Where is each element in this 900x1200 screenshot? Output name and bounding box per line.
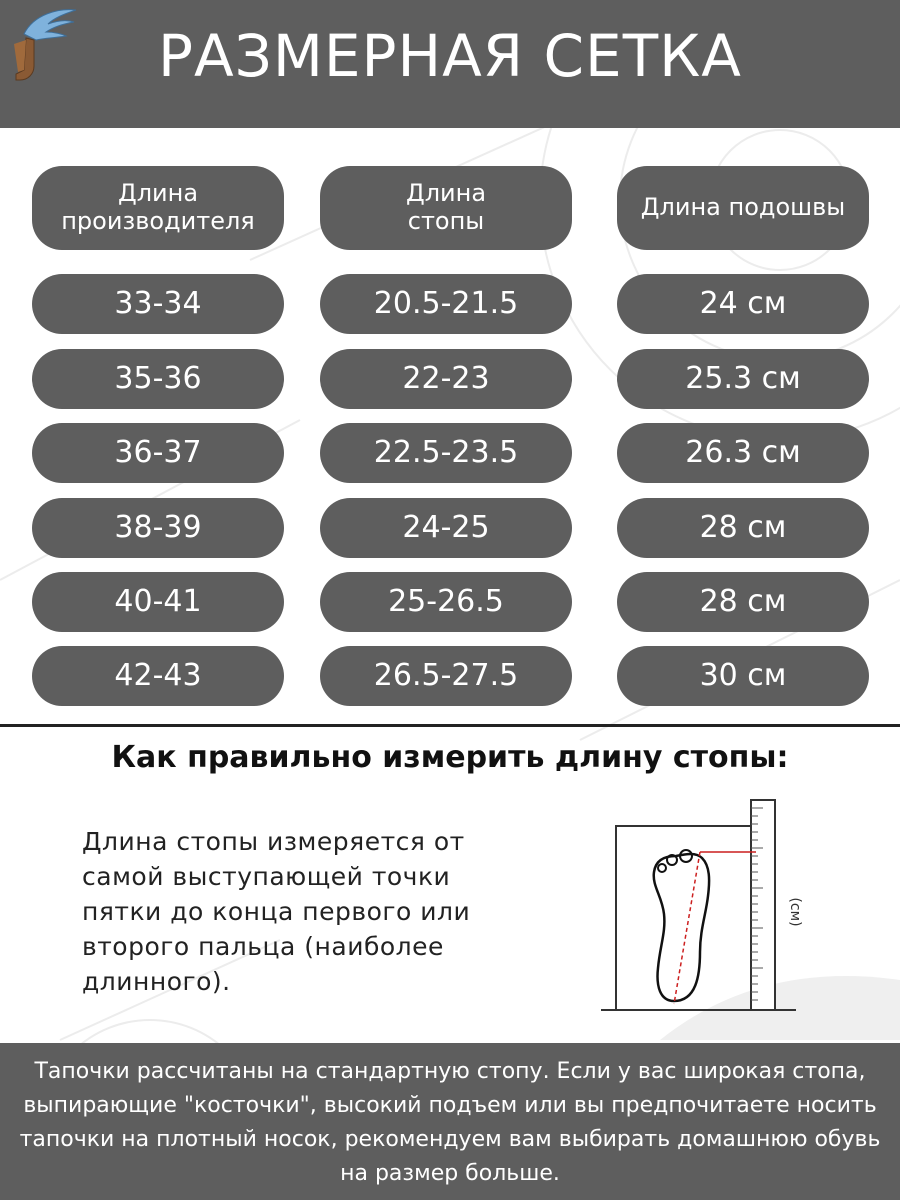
column-header: Длина стопы	[320, 166, 572, 250]
foot-outline-icon	[654, 854, 709, 1001]
size-cell: 40-41	[32, 572, 284, 632]
size-cell: 30 см	[617, 646, 869, 706]
size-cell: 26.3 см	[617, 423, 869, 483]
page-title: РАЗМЕРНАЯ СЕТКА	[158, 22, 742, 90]
column-header: Длина производителя	[32, 166, 284, 250]
size-cell: 25-26.5	[320, 572, 572, 632]
section-divider	[0, 724, 900, 727]
size-cell: 26.5-27.5	[320, 646, 572, 706]
size-cell: 24 см	[617, 274, 869, 334]
size-cell: 22.5-23.5	[320, 423, 572, 483]
foot-measure-diagram	[596, 796, 806, 1026]
size-cell: 38-39	[32, 498, 284, 558]
column-header: Длина подошвы	[617, 166, 869, 250]
size-cell: 28 см	[617, 572, 869, 632]
size-cell: 25.3 см	[617, 349, 869, 409]
footer-note-bar	[0, 1043, 900, 1200]
measure-instructions: Длина стопы измеряется от самой выступающей точки пятки до конца первого или второго пальца (наиболее длинного).	[82, 827, 471, 996]
unit-label: (см)	[787, 897, 803, 927]
toe-icon	[658, 864, 666, 872]
size-cell: 22-23	[320, 349, 572, 409]
footer-note: Тапочки рассчитаны на стандартную стопу. Если у вас широкая стопа, выпирающие "косточки", высокий подъем или вы предпочитаете носить тапочки на плотный носок, рекомендуем вам выбирать домашнюю обувь на размер больше.	[19, 1059, 881, 1186]
size-cell: 33-34	[32, 274, 284, 334]
size-cell: 36-37	[32, 423, 284, 483]
size-cell: 20.5-21.5	[320, 274, 572, 334]
measure-section-title: Как правильно измерить длину стопы:	[111, 740, 789, 775]
size-cell: 28 см	[617, 498, 869, 558]
size-cell: 24-25	[320, 498, 572, 558]
size-cell: 42-43	[32, 646, 284, 706]
size-cell: 35-36	[32, 349, 284, 409]
